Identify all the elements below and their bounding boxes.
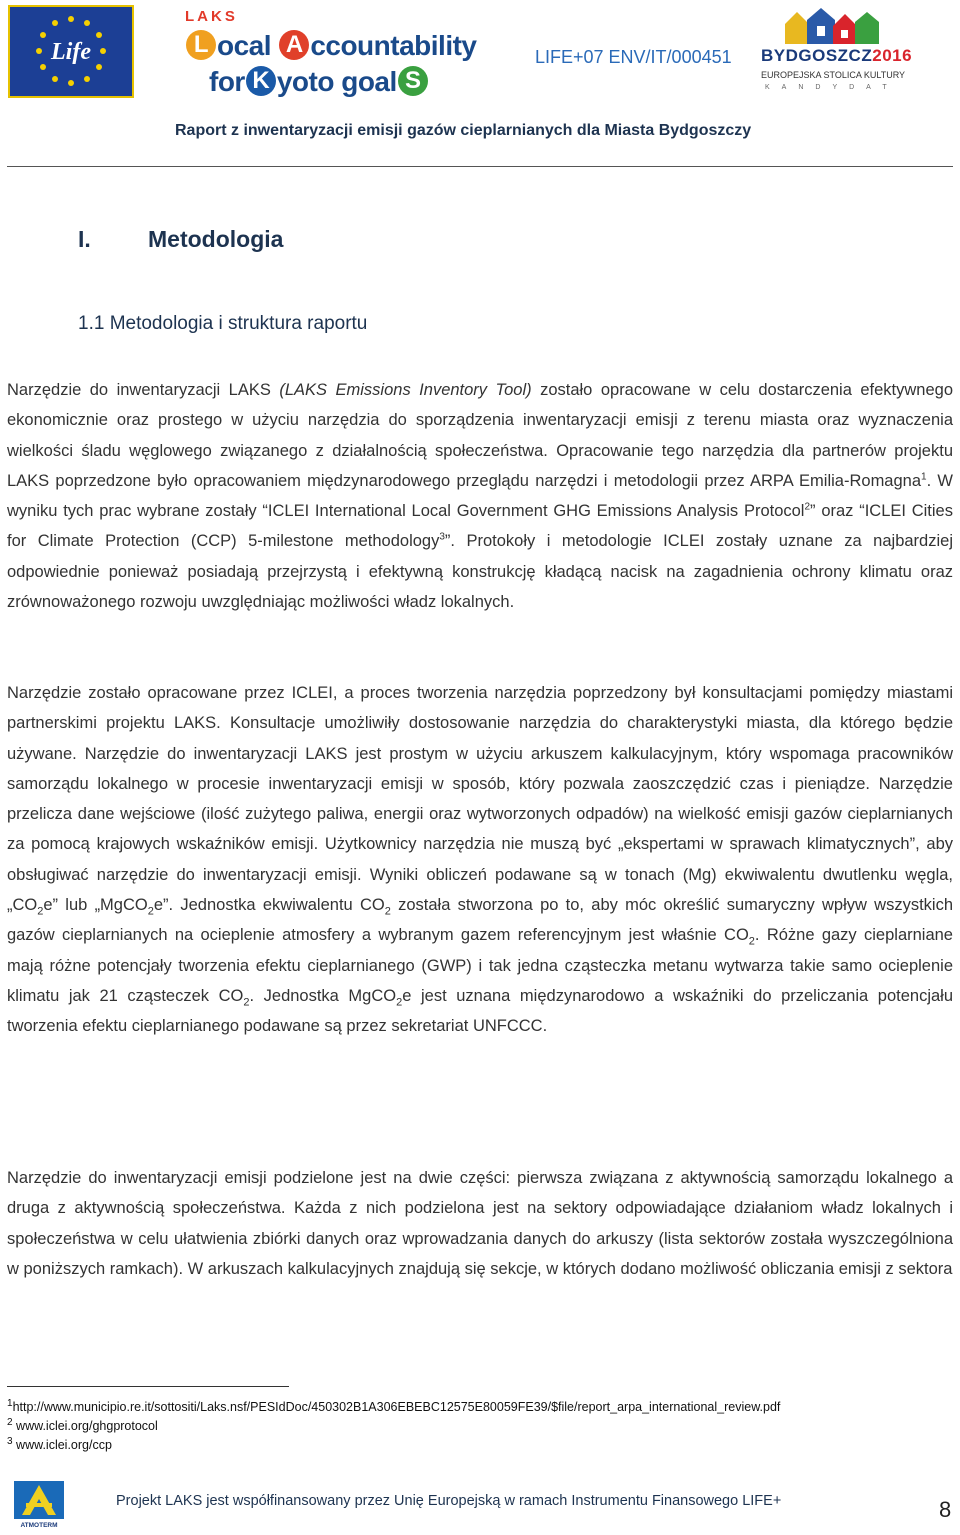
laks-logo-line2: for K yoto goal S [209,66,429,98]
candidate-label: KANDYDAT [765,84,899,91]
life-eu-logo [8,5,134,98]
footnote-1: $^1$http://www.municipio.re.it/sottositi/Laks.nsf/PESIdDoc/450302B1A306EBEBC12575E80059FE39/$file/report_arpa_international_review.pdf [7,1397,781,1414]
header-divider [7,166,953,167]
logo-letter-a: A [279,30,309,60]
atmoterm-logo-text: ATMOTERM [20,1522,58,1529]
laks-logo-line1: L ocal A ccountability [185,30,477,62]
logo-letter-k: K [246,66,276,96]
footnote-3: $^3$ www.iclei.org/ccp [7,1435,112,1452]
footnote-2: $^2$ www.iclei.org/ghgprotocol [7,1416,158,1433]
bydgoszcz-2016-logo [757,6,912,98]
page-number: 8 [939,1497,952,1522]
footnote-link-2[interactable]: www.iclei.org/ghgprotocol [16,1419,158,1433]
footnote-link-3[interactable]: www.iclei.org/ccp [16,1438,112,1452]
houses-icon [777,6,887,46]
footnote-ref-3: 3 [439,531,445,543]
chapter-number: I. [78,226,91,252]
footnote-ref-1: 1 [921,471,927,483]
chapter-heading [78,226,283,253]
footer-cofinancing-note: Projekt LAKS jest współfinansowany przez Unię Europejską w ramach Instrumentu Finansowego LIFE+ [116,1493,782,1509]
laks-logo [185,8,500,100]
paragraph-1: Narzędzie do inwentaryzacji LAKS (LAKS Emissions Inventory Tool) zostało opracowane w celu dostarczenia efektywnego ekonomicznie oraz prostego w użyciu narzędzia do sporządzenia inwentaryzacji emisji z terenu miasta oraz wyznaczenia wielkości śladu węglowego związanego z działalnością społeczeństwa. Opracowanie tego narzędzia dla partnerów projektu LAKS poprzedzone było opracowaniem międzynarodowego przeglądu narzędzi i metodologii przez ARPA Emilia-Romagna$^1$. W wyniku tych prac wybrane zostały “ICLEI International Local Government GHG Emissions Analysis Protocol$^2$” oraz “ICLEI Cities for Climate Protection (CCP) 5-milestone methodology$^3$”. Protokoły i metodologie ICLEI zostały uznane za najbardziej odpowiednie ponieważ posiadają przejrzystą i efektywną konstrukcję kładącą nacisk na zagadnienia ochrony klimatu oraz zrównoważonego rozwoju uwzględniając możliwości władz lokalnych. [7,381,954,612]
section-heading: 1.1 Metodologia i struktura raportu [78,313,368,334]
logo-letter-l: L [186,30,216,60]
life-logo-text: Life [51,39,91,65]
paragraph-2: Narzędzie zostało opracowane przez ICLEI, a proces tworzenia narzędzia poprzedzony był konsultacjami pomiędzy miastami partnerskimi projektu LAKS. Konsultacje umożliwiły dostosowanie narzędzia do charakterystyki miasta, dla którego będzie używane. Narzędzie do inwentaryzacji LAKS jest prostym w użyciu arkuszem kalkulacyjnym, który wspomaga pracowników samorządu lokalnego w procesie inwentaryzacji emisji w sposób, który pozwala zaoszczędzić czas i pieniądze. Narzędzie przelicza dane wejściowe (ilość zużytego paliwa, energii oraz wytworzonych odpadów) na wielkość emisji gazów cieplarnianych za pomocą krajowych wskaźników emisji. Użytkownicy narzędzia nie muszą być „ekspertami w sprawach klimatycznych”, aby obsługiwać narzędzie do inwentaryzacji emisji. Wyniki obliczeń podawane są w tonach (Mg) ekwiwalentu dwutlenku węgla, $„CO_2e$” lub „MgCO$_2$e”. Jednostka ekwiwalentu $CO_2$ została stworzona po to, aby móc określić sumaryczny wpływ wszystkich gazów cieplarnianych na ocieplenie atmosfery a wybranym gazem referencyjnym jest właśnie $CO_2$. Różne gazy cieplarniane mają różne potencjały tworzenia efektu cieplarnianego (GWP) i tak jedna cząsteczka metanu wytwarza takie samo ocieplenie klimatu jak 21 cząsteczek $CO_2$. Jednostka MgCO$_2$e jest uznana międzynarodowo a wskaźniki do przeliczania potencjału tworzenia efektu cieplarnianego podawane są przez sekretariat UNFCCC. [7,684,953,1036]
paragraph-3: Narzędzie do inwentaryzacji emisji podzielone jest na dwie części: pierwsza związana z aktywnością samorządu lokalnego a druga z aktywnością społeczeństwa. Każda z nich podzielona jest na sektory odpowiadające działaniom władz lokalnych i społeczeństwa w celu ułatwienia zbiórki danych oraz wprowadzania danych do arkuszy (lista sektorów została wyszczególniona w poniższych ramkach). W arkuszach kalkulacyjnych znajdują się sekcje, w których dodano możliwość obliczania emisji z sektora [7,1169,953,1278]
atmoterm-logo [12,1479,68,1529]
european-capital-of-culture: EUROPEJSKA STOLICA KULTURY [761,70,906,80]
eu-stars-icon [10,7,132,96]
bydgoszcz-name: BYDGOSZCZ2016 [761,46,913,65]
project-code: LIFE+07 ENV/IT/000451 [535,47,732,67]
chapter-title: Metodologia [148,226,284,252]
atmoterm-icon [12,1479,68,1529]
report-title: Raport z inwentaryzacji emisji gazów cieplarnianych dla Miasta Bydgoszczy [175,122,752,139]
laks-logo-small: LAKS [185,8,238,25]
footnote-link-1[interactable]: http://www.municipio.re.it/sottositi/Laks.nsf/PESIdDoc/450302B1A306EBEBC12575E80059FE39/$file/report_arpa_international_review.pdf [12,1400,781,1414]
footnote-ref-2: 2 [804,501,811,513]
footnote-divider [7,1386,289,1387]
logo-letter-s: S [398,66,428,96]
